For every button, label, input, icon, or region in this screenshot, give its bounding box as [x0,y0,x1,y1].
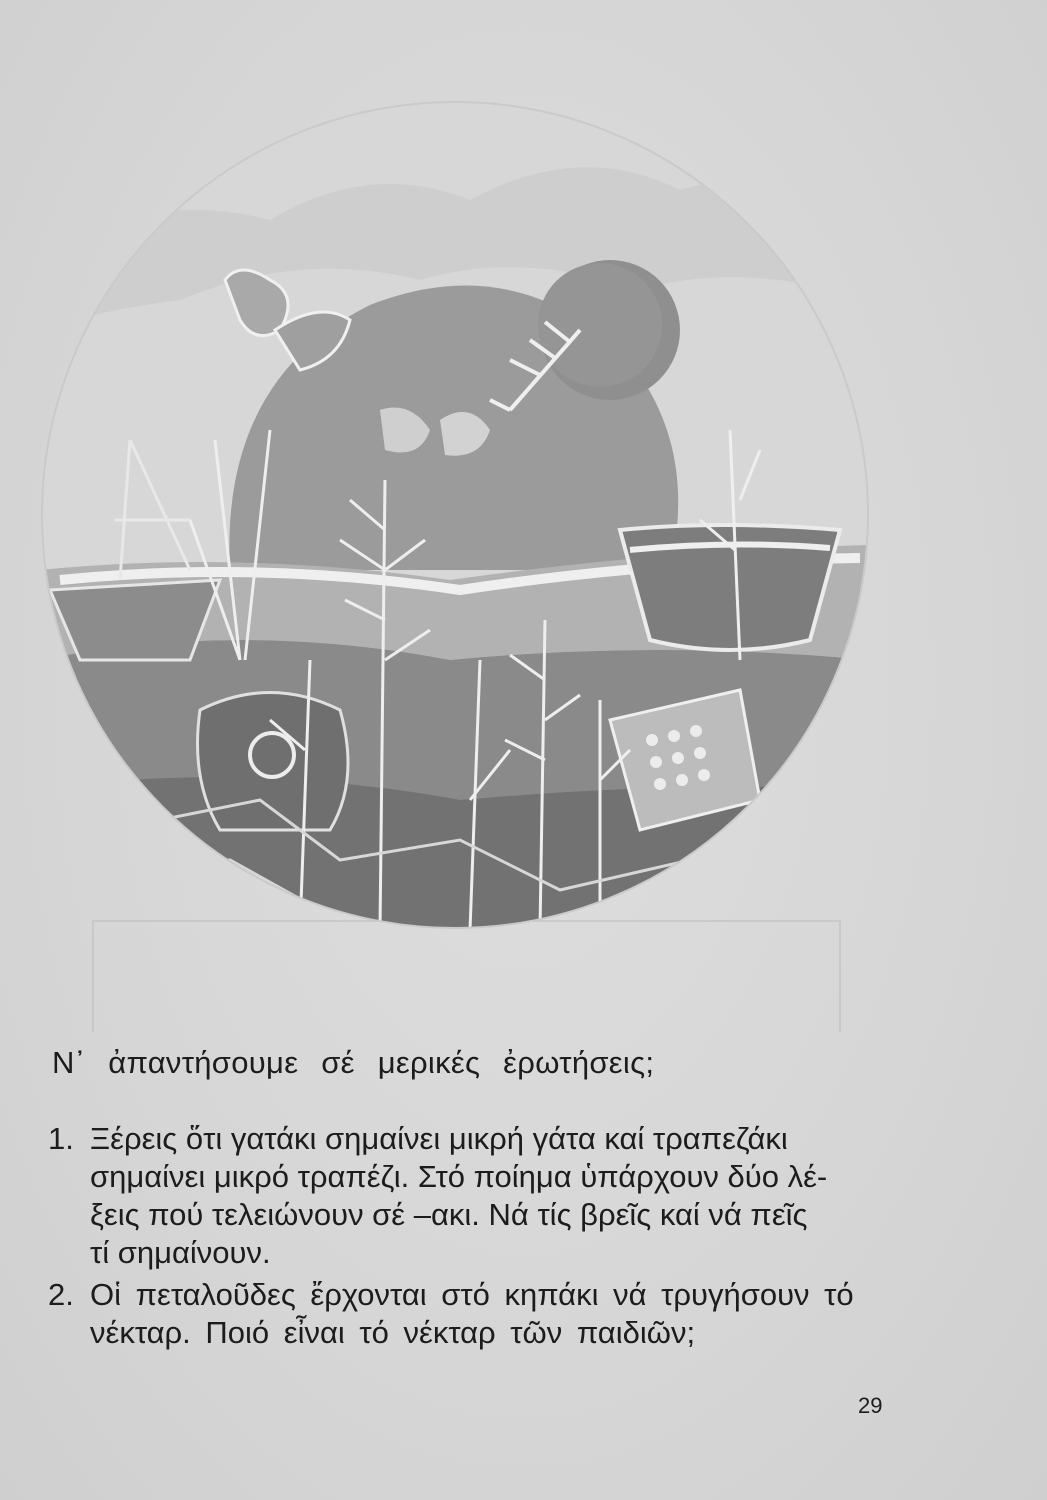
show-through-frame [92,920,841,1032]
question-number: 1. [48,1121,74,1156]
question-list [48,1120,898,1352]
question-item [48,1120,898,1272]
question-line: τί σημαίνουν. [90,1235,271,1270]
question-text [90,1120,898,1272]
questions-heading: Ν᾿ ἀπαντήσουμε σέ μερικές ἐρωτήσεις; [52,1045,655,1080]
circular-garden-illustration [40,100,870,930]
question-number: 2. [48,1277,74,1312]
question-line: Ξέρεις ὅτι γατάκι σημαίνει μικρή γάτα καί τραπεζάκι [90,1121,788,1156]
question-item [48,1276,898,1352]
question-text [90,1276,898,1352]
question-line: σημαίνει μικρό τραπέζι. Στό ποίημα ὑπάρχουν δύο λέ- [90,1159,828,1194]
question-line: Οἱ πεταλοῦδες ἔρχονται στό κηπάκι νά τρυγήσουν τό [90,1277,854,1312]
page-number: 29 [858,1393,883,1418]
question-line: νέκταρ. Ποιό εἶναι τό νέκταρ τῶν παιδιῶν; [90,1315,696,1350]
question-line: ξεις πού τελειώνουν σέ –ακι. Νά τίς βρεῖς καί νά πεῖς [90,1197,808,1232]
